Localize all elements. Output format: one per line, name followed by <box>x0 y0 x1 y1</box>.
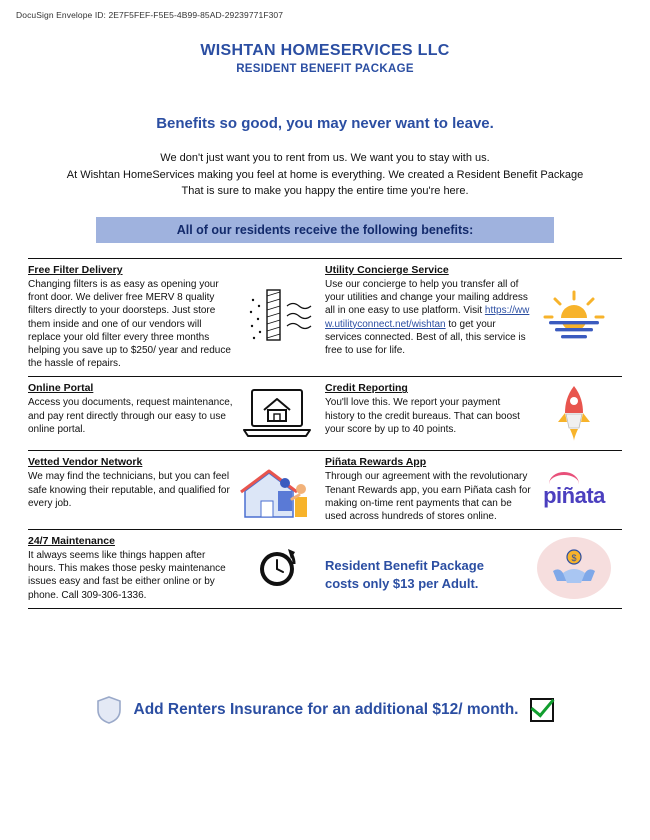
svg-text:$: $ <box>571 553 577 564</box>
benefit-pinata-rewards-app <box>325 456 622 523</box>
checked-box-icon[interactable] <box>530 698 554 722</box>
intro-line-1: We don't just want you to rent from us. We want you to stay with us. <box>160 152 490 164</box>
pinata-logo <box>532 456 616 523</box>
intro-paragraph <box>0 150 650 200</box>
benefit-vetted-vendor-network <box>28 456 325 523</box>
cost-line-1: Resident Benefit Package <box>325 558 484 574</box>
docusign-envelope-id: DocuSign Envelope ID: 2E7F5FEF-F5E5-4B99-85AD-29239771F307 <box>16 10 284 20</box>
benefits-row <box>28 529 622 609</box>
company-title: WISHTAN HOMESERVICES LLC <box>200 42 450 59</box>
benefit-body: It always seems like things happen after hours. This makes those pesky maintenance issues easy and fast be either online or by phone. Call 309-306-1336. <box>28 550 226 601</box>
benefits-banner <box>96 217 554 243</box>
rocket-icon <box>532 382 616 444</box>
benefits-row <box>28 376 622 450</box>
pinata-wordmark: piñata <box>543 483 605 509</box>
benefit-body <box>325 278 532 357</box>
tagline: Benefits so good, you may never want to leave. <box>156 115 494 132</box>
benefit-title: Online Portal <box>28 382 94 395</box>
benefit-title: Piñata Rewards App <box>325 456 427 469</box>
benefit-utility-concierge-service <box>325 264 622 370</box>
clock-arrow-icon <box>235 535 319 602</box>
benefit-24-7-maintenance <box>28 535 325 602</box>
intro-line-3: That is sure to make you happy the entire time you're here. <box>181 185 469 197</box>
benefits-row <box>28 450 622 529</box>
benefits-row <box>28 258 622 376</box>
benefit-title: Free Filter Delivery <box>28 264 123 276</box>
hands-money-icon <box>532 535 616 602</box>
laptop-home-icon <box>235 382 319 444</box>
benefit-title: Vetted Vendor Network <box>28 456 143 469</box>
benefit-credit-reporting <box>325 382 622 444</box>
benefit-body: You'll love this. We report your payment history to the credit bureaus. That can boost your score by up to 40 points. <box>325 397 520 435</box>
sunrise-icon <box>532 264 616 370</box>
technician-house-icon <box>235 456 319 523</box>
air-filter-icon <box>235 264 319 370</box>
benefit-body: We may find the technicians, but you can feel safe knowing their reputable, and qualified for every job. <box>28 471 230 509</box>
intro-line-2: At Wishtan HomeServices making you feel at home is everything. We created a Resident Benefit Package <box>66 168 584 181</box>
benefit-title: Utility Concierge Service <box>325 264 449 276</box>
benefit-body: Through our agreement with the revolutionary Tenant Rewards app, you earn Piñata cash for making on-time rent payments that can be used across hundreds of stores online. <box>325 471 531 522</box>
cost-line-2: costs only $13 per Adult. <box>325 575 479 591</box>
renters-insurance-label: Add Renters Insurance for an additional $12/ month. <box>133 701 519 718</box>
cost-callout <box>325 535 622 602</box>
utility-connect-link[interactable]: https://www.utilityconnect.net/wishtan <box>325 305 530 330</box>
benefit-title: 24/7 Maintenance <box>28 535 115 548</box>
shield-icon <box>96 695 122 725</box>
benefits-grid <box>28 258 622 609</box>
benefit-body-before-link: Use our concierge to help you transfer all of your utilities and change your mailing address all in one easy to use platform. Visit <box>325 279 528 317</box>
benefit-online-portal <box>28 382 325 444</box>
benefits-banner-label: All of our residents receive the following benefits: <box>176 223 474 237</box>
document-subtitle: RESIDENT BENEFIT PACKAGE <box>236 63 414 75</box>
benefit-free-filter-delivery <box>28 264 325 370</box>
benefit-body: Changing filters is as easy as opening your front door. We deliver free MERV 8 quality filters directly to your doorsteps. Just store them inside and one of our vendors will replace your old filter every three months helping you save up to $250/ year and reduce the hassle of repairs. <box>28 279 231 370</box>
benefit-body: Access you documents, request maintenance, and pay rent directly through our easy to use online portal. <box>28 397 233 435</box>
benefit-title: Credit Reporting <box>325 382 408 395</box>
renters-insurance-footer <box>0 695 650 725</box>
benefit-body-after-link: to get your services connected. Best of all, this service is free to use for life. <box>325 318 526 356</box>
